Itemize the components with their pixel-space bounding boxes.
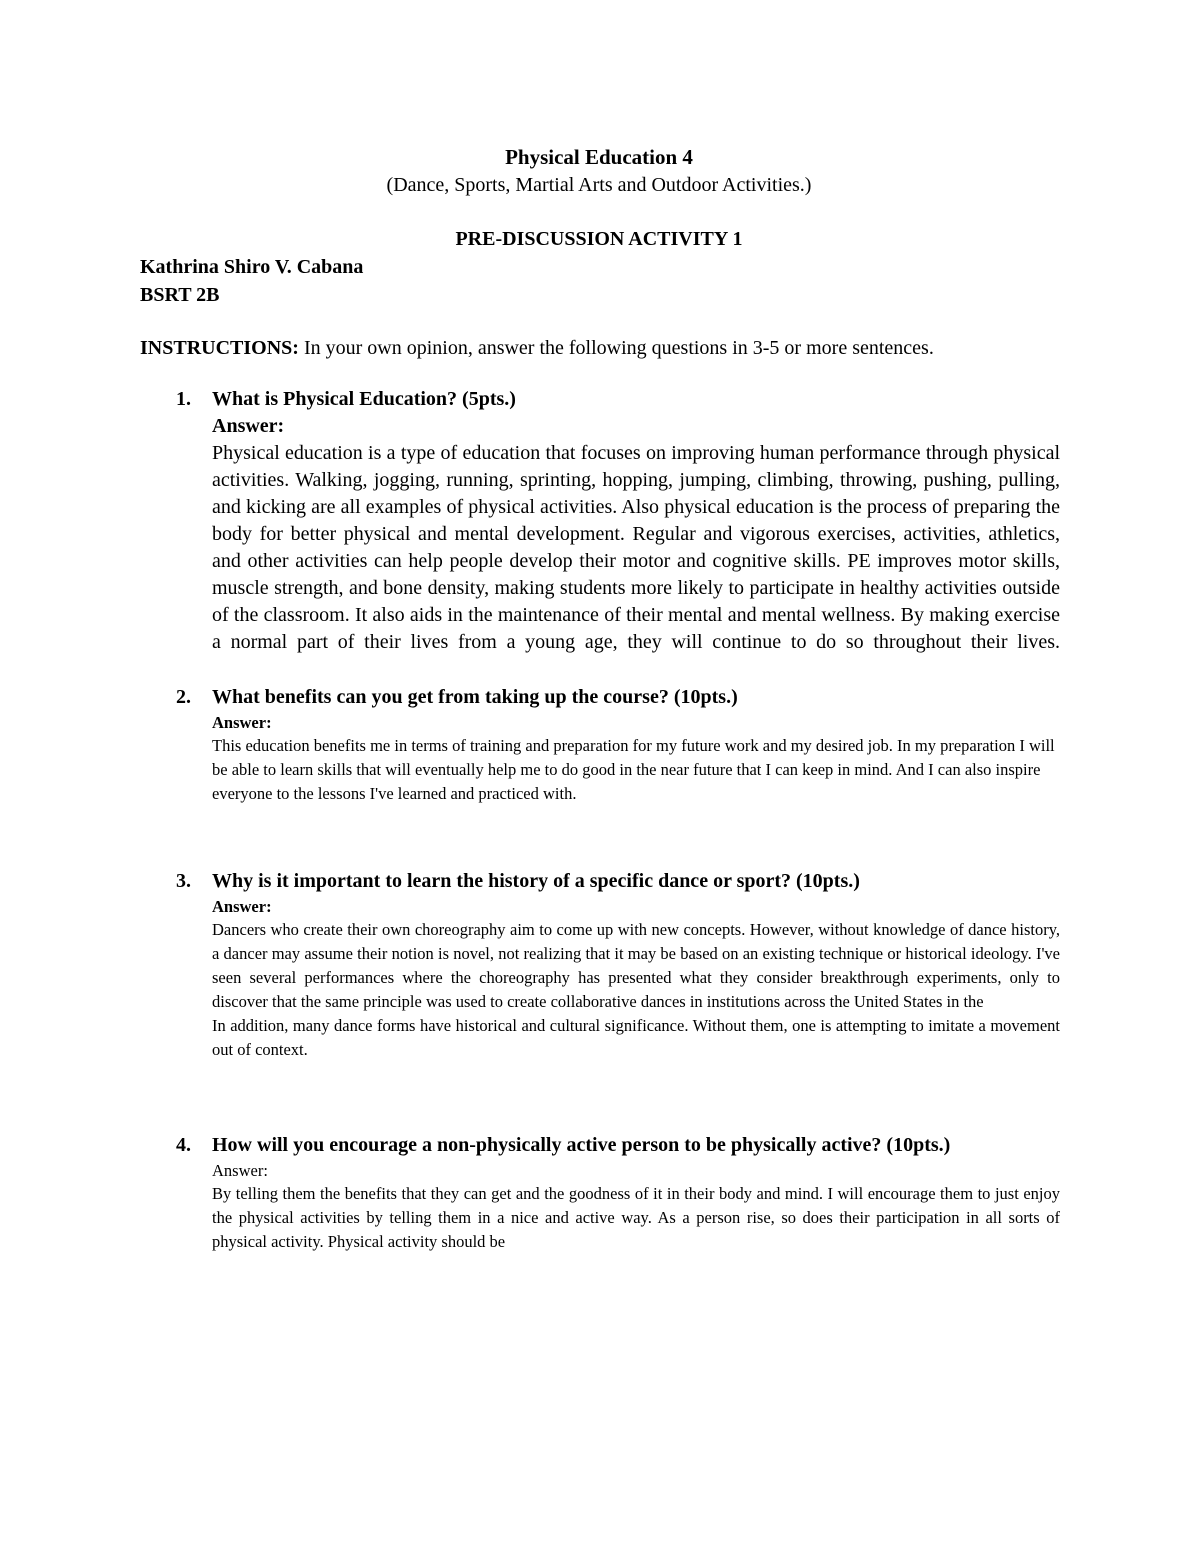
answer-label: Answer:: [212, 897, 272, 916]
instructions-text: In your own opinion, answer the following questions in 3-5 or more sentences.: [298, 337, 934, 359]
question-number: 3.: [176, 870, 191, 892]
question-text: What is Physical Education? (5pts.): [212, 388, 516, 410]
student-section: BSRT 2B: [140, 284, 220, 306]
answer-label: Answer:: [212, 1161, 268, 1180]
answer-label: Answer:: [212, 713, 272, 732]
question-text: Why is it important to learn the history of a specific dance or sport? (10pts.): [212, 870, 860, 892]
question-text: How will you encourage a non-physically active person to be physically active? (10pts.): [212, 1134, 951, 1156]
answer-text: By telling them the benefits that they can get and the goodness of it in their body and mind. I will encourage them to just enjoy the physical activities by telling them in a nice and active way. As a person rise, so does their participation in all sorts of physical activity. Physical activity should be: [212, 1184, 1060, 1251]
question-number: 4.: [176, 1134, 191, 1156]
instructions: [140, 335, 1000, 362]
question-number: 1.: [176, 388, 191, 410]
question-3: [140, 868, 1060, 1062]
answer-text-continued: In addition, many dance forms have historical and cultural significance. Without them, one is attempting to imitate a movement out of context.: [212, 1016, 1060, 1059]
question-text: What benefits can you get from taking up the course? (10pts.): [212, 686, 738, 708]
answer-text: This education benefits me in terms of training and preparation for my future work and my desired job. In my preparation I will be able to learn skills that will eventually help me to do good in the near future that I can keep in mind. And I can also inspire everyone to the lessons I've learned and practiced with.: [212, 736, 1055, 803]
question-2: [140, 684, 1060, 806]
question-1: [140, 386, 1060, 656]
answer-label: Answer:: [212, 415, 285, 437]
question-number: 2.: [176, 686, 191, 708]
document-title: Physical Education 4: [505, 145, 693, 169]
question-4: [140, 1132, 1060, 1254]
activity-heading: PRE-DISCUSSION ACTIVITY 1: [455, 228, 743, 250]
answer-text: Physical education is a type of education that focuses on improving human performance through physical activities. Walking, jogging, running, sprinting, hopping, jumping, climbing, throwing, pushing, pulling, and kicking are all examples of physical activities. Also physical education is the process of preparing the body for better physical and mental development. Regular and vigorous exercises, activities, athletics, and other activities can help people develop their motor and cognitive skills. PE improves motor skills, muscle strength, and bone density, making students more likely to participate in healthy activities outside of the classroom. It also aids in the maintenance of their mental and mental wellness. By making exercise a normal part of their lives from a young age, they will continue to do so throughout their lives.: [212, 442, 1060, 653]
student-name: Kathrina Shiro V. Cabana: [140, 256, 364, 278]
instructions-label: INSTRUCTIONS:: [140, 337, 299, 359]
document-subtitle: (Dance, Sports, Martial Arts and Outdoor Activities.): [386, 174, 812, 196]
answer-text: Dancers who create their own choreography aim to come up with new concepts. However, without knowledge of dance history, a dancer may assume their notion is novel, not realizing that it may be based on an existing technique or historical ideology. I've seen several performances where the choreography has presented what they consider breakthrough experiments, only to discover that the same principle was used to create collaborative dances in institutions across the United States in the: [212, 920, 1060, 1011]
question-list: [140, 386, 1058, 1254]
